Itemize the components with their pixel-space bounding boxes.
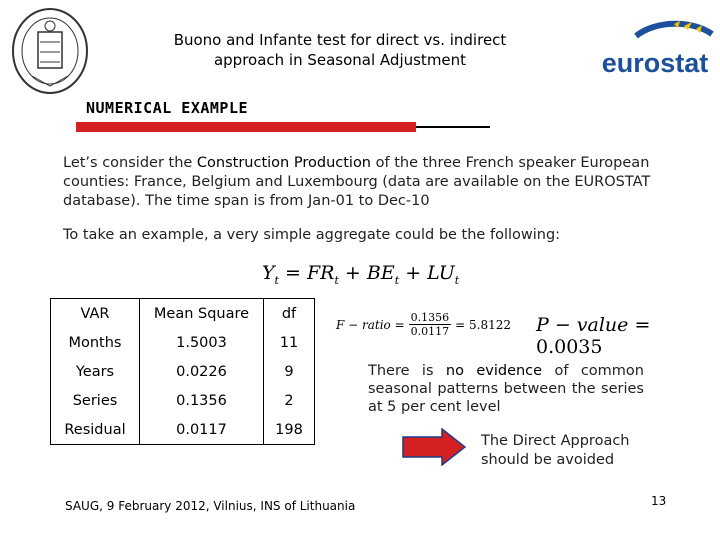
table-row (51, 357, 315, 386)
aggregate-paragraph: To take an example, a very simple aggregate could be the following: (63, 227, 561, 243)
recommendation-line-2: should be avoided (481, 452, 615, 468)
eq-lhs: Y (262, 262, 275, 284)
table-cell: 0.0117 (140, 415, 264, 445)
conclusion-note (368, 362, 644, 416)
p-value-label: P − value (536, 314, 629, 336)
table-header-df: df (264, 299, 315, 329)
f-ratio-result: = 5.8122 (455, 317, 512, 332)
title-line-1: Buono and Infante test for direct vs. indirect (173, 31, 507, 49)
p-value-formula (536, 314, 720, 358)
eq-term-lu: LU (427, 262, 455, 284)
table-cell: 0.1356 (140, 386, 264, 415)
footer-text: SAUG, 9 February 2012, Vilnius, INS of Lithuania (65, 499, 356, 513)
intro-paragraph (63, 154, 663, 211)
eurostat-logo (596, 20, 714, 90)
eq-term-fr: FR (306, 262, 335, 284)
conclusion-text-1: There is (368, 363, 446, 379)
table-header-mean-square: Mean Square (140, 299, 264, 329)
eq-sub: t (334, 273, 339, 287)
table-row (51, 386, 315, 415)
f-ratio-denominator: 0.0117 (410, 325, 450, 338)
table-cell: Series (51, 386, 140, 415)
recommendation-line-1: The Direct Approach (481, 433, 630, 449)
aggregate-equation: $Y_t = FR_t + BE_t + LU_t$ (262, 262, 460, 287)
f-ratio-formula (336, 311, 511, 338)
eq-sub: t (394, 273, 400, 287)
eq-sub: t (274, 273, 279, 287)
table-cell: 198 (264, 415, 315, 445)
intro-text-2: of the three French speaker European counties: France, Belgium and Luxembourg (data are available on the EUROSTAT database). The time span is from Jan-01 to Dec-10 (63, 155, 651, 209)
slide-title (120, 30, 560, 70)
table-cell: Years (51, 357, 140, 386)
title-line-2: approach in Seasonal Adjustment (213, 51, 467, 69)
intro-highlight: Construction Production (196, 155, 371, 171)
recommendation-text (481, 432, 630, 470)
anova-table (50, 298, 315, 445)
right-arrow-icon (402, 428, 466, 466)
p-value-result: = 0.0035 (536, 314, 651, 358)
conclusion-highlight: no evidence (445, 363, 543, 379)
table-header-var: VAR (51, 299, 140, 329)
table-cell: 11 (264, 328, 315, 357)
university-seal-logo (10, 6, 90, 96)
f-ratio-numerator: 0.1356 (410, 311, 450, 324)
eurostat-logo-text: eurostat (601, 48, 709, 78)
table-row (51, 415, 315, 445)
conclusion-text-2: of common seasonal patterns between the series at 5 per cent level (368, 363, 644, 415)
table-row (51, 328, 315, 357)
table-cell: 2 (264, 386, 315, 415)
heading-red-bar (76, 122, 416, 132)
intro-text-1: Let’s consider the (63, 155, 197, 171)
table-cell: Months (51, 328, 140, 357)
table-cell: 9 (264, 357, 315, 386)
f-ratio-label: F − ratio = (336, 317, 405, 332)
eq-sub: t (454, 273, 460, 287)
table-header-row (51, 299, 315, 329)
f-ratio-fraction (409, 311, 452, 338)
section-heading: NUMERICAL EXAMPLE (86, 99, 249, 117)
table-cell: 0.0226 (140, 357, 264, 386)
table-cell: Residual (51, 415, 140, 445)
page-number: 13 (651, 494, 667, 508)
table-cell: 1.5003 (140, 328, 264, 357)
eq-term-be: BE (366, 262, 395, 284)
